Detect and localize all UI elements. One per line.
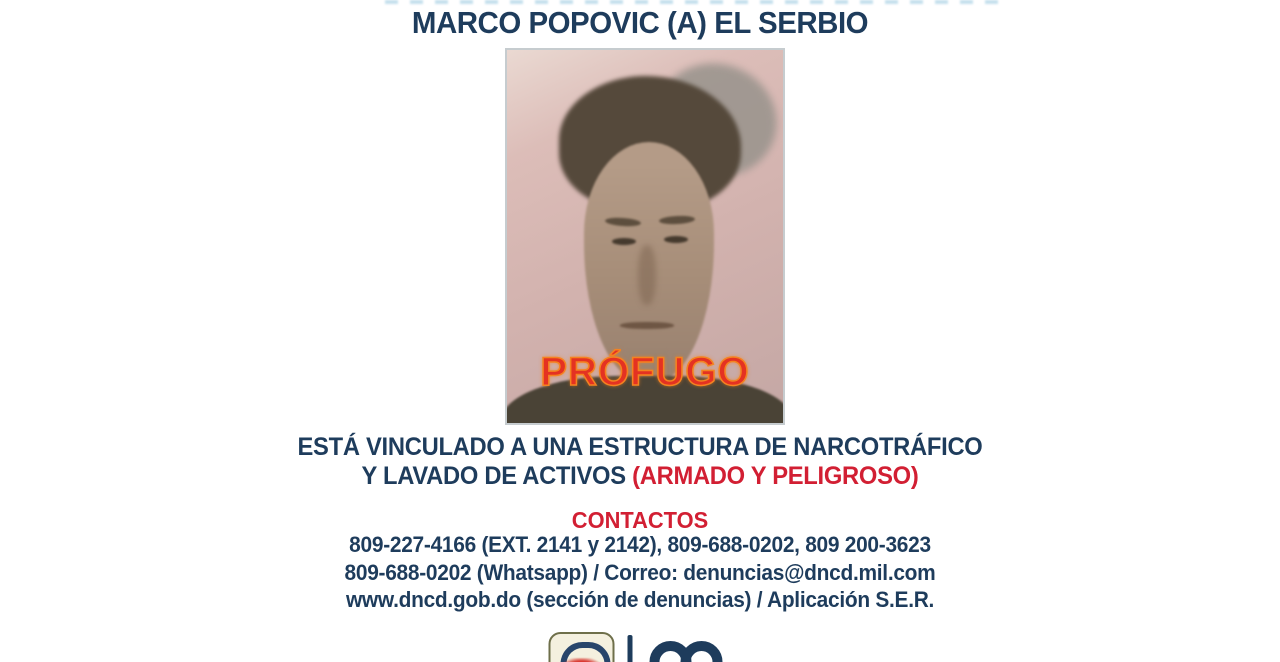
description-line-2-navy: Y LAVADO DE ACTIVOS: [361, 462, 633, 490]
profugo-overlay-label: PRÓFUGO: [540, 350, 750, 394]
portrait-mouth: [620, 322, 674, 329]
contact-phone-numbers: 809-227-4166 (EXT. 2141 y 2142), 809-688-0202, 809 200-3623: [349, 532, 931, 557]
description-line-1: ESTÁ VINCULADO A UNA ESTRUCTURA DE NARCOTRÁFICO: [297, 433, 983, 461]
dncd-shield-icon: [549, 632, 615, 662]
suspect-photo: [505, 48, 785, 425]
contact-whatsapp-email: 809-688-0202 (Whatsapp) / Correo: denuncias@dncd.mil.com: [344, 560, 936, 585]
description-line-2-warning: (ARMADO Y PELIGROSO): [632, 462, 919, 490]
footer-logos: [549, 628, 732, 662]
contacts-heading: CONTACTOS: [571, 507, 709, 533]
description-line-2: [32, 462, 1248, 491]
infinity-logo-icon: [646, 637, 732, 662]
portrait-eye-right: [664, 236, 688, 243]
contact-website-app: www.dncd.gob.do (sección de denuncias) / Aplicación S.E.R.: [345, 587, 935, 612]
portrait-eye-left: [612, 238, 636, 245]
poster-title: MARCO POPOVIC (A) EL SERBIO: [411, 5, 869, 40]
portrait-nose: [638, 245, 656, 305]
logo-divider: [628, 635, 633, 662]
cutoff-text-remnant: [385, 0, 1003, 4]
